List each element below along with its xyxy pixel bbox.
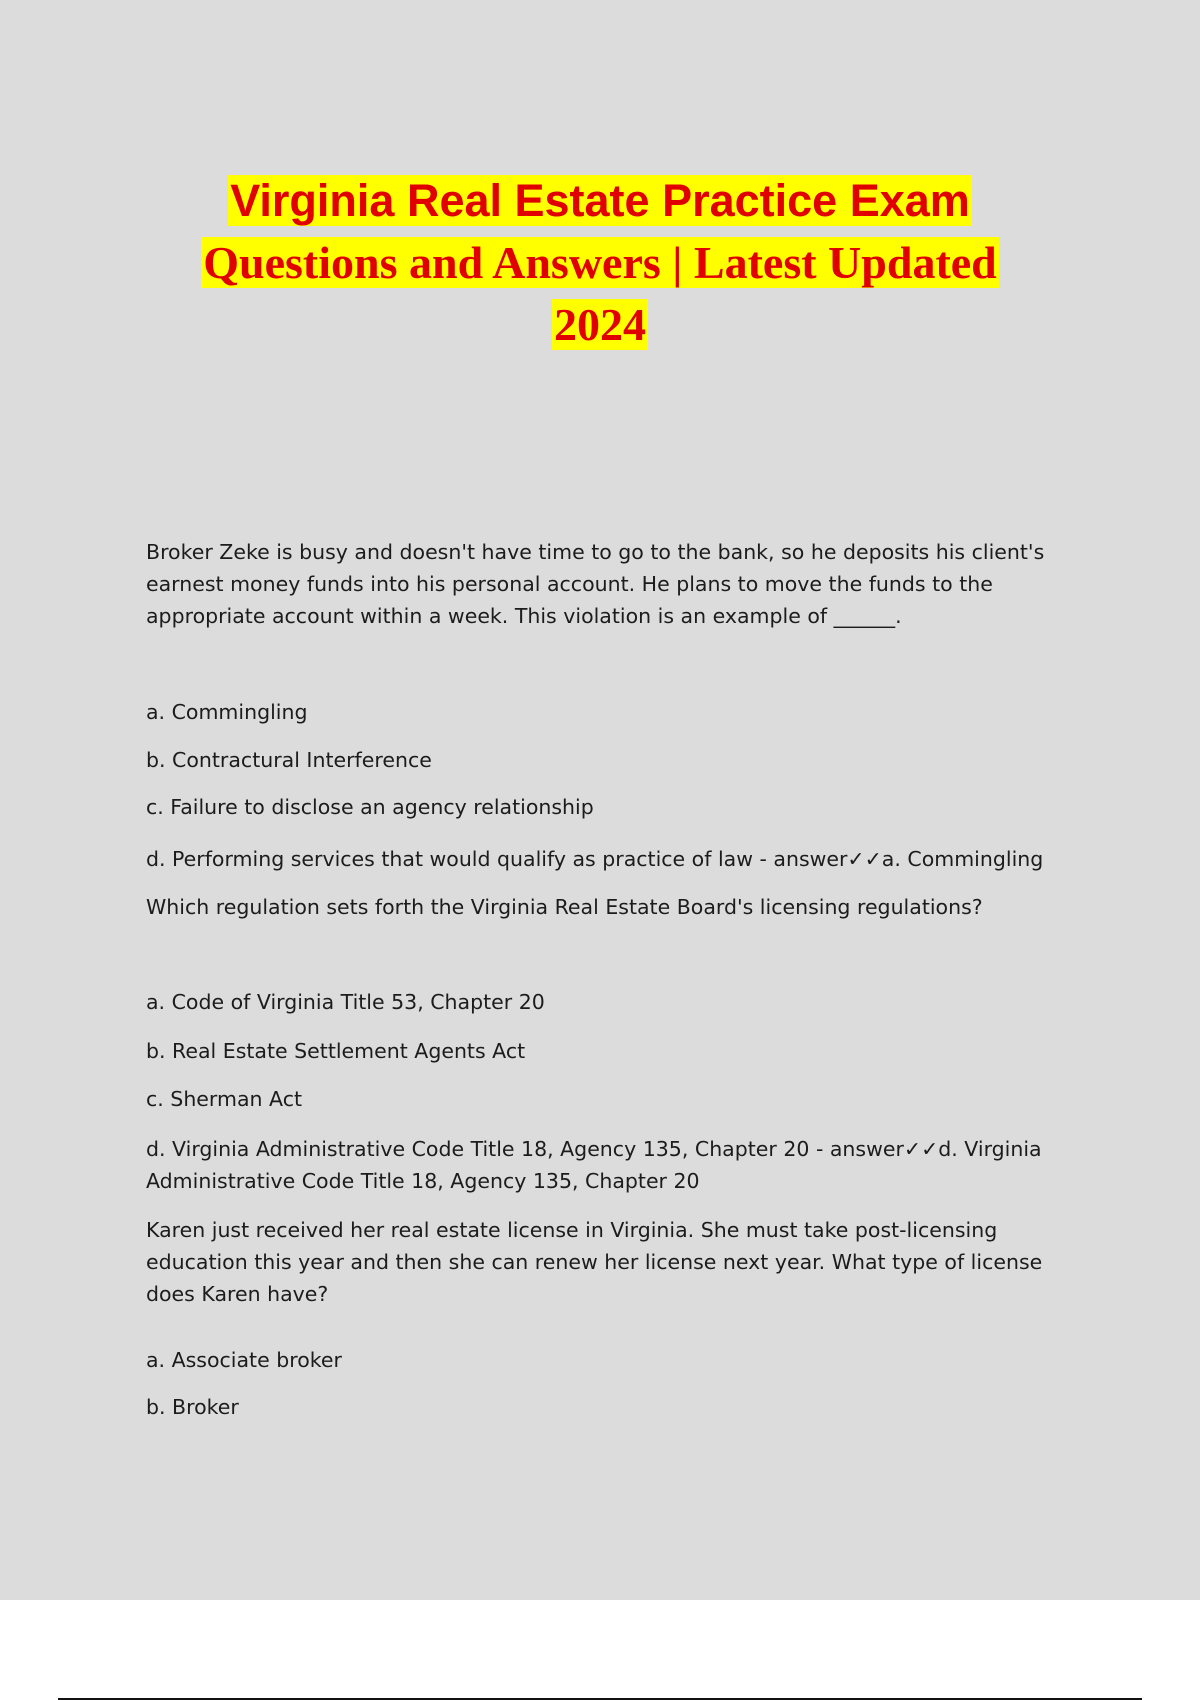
question-1-text: Broker Zeke is busy and doesn't have time to go to the bank, so he deposits his client's earnest money funds into his personal account. He plans to move the funds to the appropriate account within a week. This violation is an example of ______. [146,540,1045,628]
question-2-text: Which regulation sets forth the Virginia Real Estate Board's licensing regulations? [146,895,983,919]
question-2-option-c: c. Sherman Act [146,1087,303,1111]
question-1-option-d: d. Performing services that would qualify as practice of law - answer✓✓a. Commingling [146,847,1044,871]
question-2-option-a: a. Code of Virginia Title 53, Chapter 20 [146,990,545,1014]
question-1-option-c: c. Failure to disclose an agency relationship [146,795,594,819]
question-3-option-a: a. Associate broker [146,1348,342,1372]
question-3-text: Karen just received her real estate license in Virginia. She must take post-licensing education this year and then she can renew her license next year. What type of license does Karen have? [146,1218,1043,1306]
title-line-1: Virginia Real Estate Practice Exam [230,175,970,226]
question-1-option-a: a. Commingling [146,700,308,724]
document-title [0,170,1200,356]
title-line-2: Questions and Answers | Latest Updated [203,237,997,288]
question-1-option-b: b. Contractural Interference [146,748,432,772]
title-line-3: 2024 [554,299,646,350]
question-2-option-b: b. Real Estate Settlement Agents Act [146,1039,526,1063]
question-3-option-b: b. Broker [146,1395,239,1419]
question-2-option-d: d. Virginia Administrative Code Title 18, Agency 135, Chapter 20 - answer✓✓d. Virginia Administrative Code Title 18, Agency 135, Chapter 20 [146,1137,1042,1193]
